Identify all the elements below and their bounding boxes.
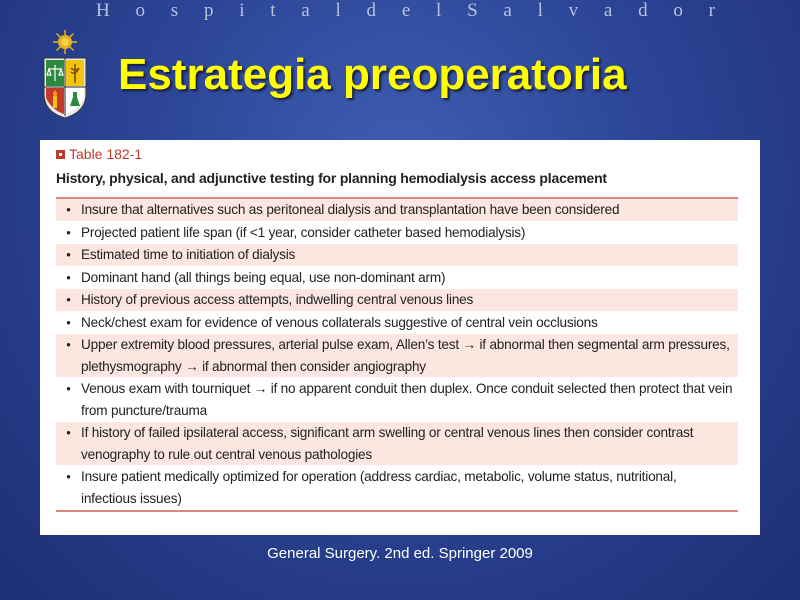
table-marker-icon: [56, 150, 65, 159]
table-row: [56, 466, 738, 510]
bullet-icon: •: [66, 469, 71, 484]
bullet-icon: •: [66, 224, 71, 240]
row-text: Estimated time to initiation of dialysis: [81, 247, 296, 262]
table-panel: [40, 140, 760, 535]
row-text: Insure that alternatives such as peritoneal dialysis and transplantation have been considered: [81, 202, 620, 217]
banner-letter: l: [436, 0, 443, 21]
citation: General Surgery. 2nd ed. Springer 2009: [267, 545, 533, 562]
banner-letter: d: [366, 0, 378, 21]
bullet-icon: •: [66, 247, 71, 262]
bullet-icon: •: [66, 292, 71, 307]
sun-icon: [53, 30, 77, 54]
banner-letter: S: [467, 0, 479, 21]
banner-letter: H: [96, 0, 111, 21]
banner-letter: o: [135, 0, 146, 21]
table-row: [56, 244, 738, 267]
table-row: [56, 334, 738, 378]
bullet-icon: •: [66, 381, 71, 396]
banner-letter: d: [638, 0, 649, 21]
row-text: Dominant hand (all things being equal, use non-dominant arm): [81, 269, 446, 285]
table-row: [56, 378, 738, 422]
banner-letter: p: [203, 0, 215, 21]
row-text: History of previous access attempts, indwelling central venous lines: [81, 292, 474, 307]
row-text: Neck/chest exam for evidence of venous collaterals suggestive of central vein occlusions: [81, 314, 598, 330]
bullet-icon: •: [66, 337, 71, 352]
banner-letter: t: [270, 0, 277, 21]
row-text: Projected patient life span (if <1 year, consider catheter based hemodialysis): [81, 224, 526, 240]
table-row: [56, 312, 738, 335]
row-text: Insure patient medically optimized for operation (address cardiac, metabolic, volume status, nutritional, infectious issues): [81, 469, 677, 506]
torch-icon: [53, 90, 57, 108]
banner-letter: e: [401, 0, 412, 21]
table-row: [56, 267, 738, 290]
table-row: [56, 289, 738, 312]
slide-title: Estrategia preoperatoria: [118, 50, 627, 99]
university-crest-icon: [40, 28, 90, 120]
banner-letter: r: [708, 0, 716, 21]
bullet-icon: •: [66, 202, 71, 217]
banner-letter: o: [673, 0, 684, 21]
banner-letter: l: [537, 0, 544, 21]
bullet-icon: •: [66, 269, 71, 285]
row-text: Upper extremity blood pressures, arterial pulse exam, Allen’s test → if abnormal then segmental arm pressures, plethysmography → if abnormal then consider angiography: [81, 337, 730, 374]
banner-letter: l: [335, 0, 342, 21]
table-rows: [56, 197, 738, 512]
table-row: [56, 422, 738, 466]
row-text: Venous exam with tourniquet → if no apparent conduit then duplex. Once conduit selected then protect that vein from puncture/trauma: [81, 381, 733, 418]
banner-letter: a: [603, 0, 614, 21]
table-label: [56, 146, 142, 162]
bullet-icon: •: [66, 314, 71, 330]
table-label-text: Table 182-1: [69, 146, 143, 162]
row-text: If history of failed ipsilateral access, significant arm swelling or central venous lines then consider contrast venography to rule out central venous pathologies: [81, 425, 694, 462]
table-row: [56, 199, 738, 222]
banner-letter: i: [239, 0, 246, 21]
banner-letter: a: [503, 0, 513, 21]
bullet-icon: •: [66, 425, 71, 440]
banner-letter: v: [568, 0, 580, 21]
hospital-banner: [96, 0, 716, 22]
banner-letter: a: [301, 0, 311, 21]
table-row: [56, 222, 738, 245]
table-caption: History, physical, and adjunctive testing for planning hemodialysis access placement: [56, 170, 607, 186]
banner-letter: s: [170, 0, 180, 21]
